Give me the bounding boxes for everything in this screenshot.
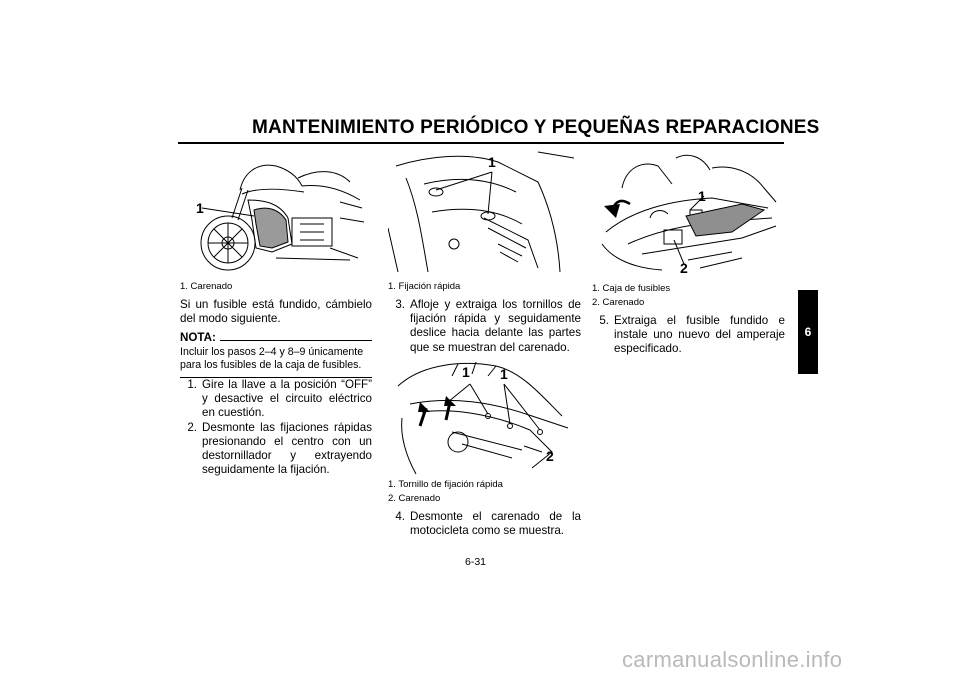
note-label: NOTA: bbox=[180, 331, 216, 344]
figure-caption: 1. Fijación rápida bbox=[388, 281, 461, 292]
motorcycle-cowling-figure bbox=[180, 148, 366, 273]
figure-caption: 1. Caja de fusibles bbox=[592, 283, 671, 294]
callout-1b: 1 bbox=[500, 366, 508, 382]
header-rule bbox=[178, 142, 784, 144]
section-tab: 6 bbox=[798, 290, 818, 374]
cowling-screws-figure bbox=[392, 356, 578, 476]
quick-fastener-icon bbox=[388, 148, 574, 273]
step-text: Extraiga el fusible fundido e instale uno nuevo del amperaje especificado. bbox=[614, 314, 785, 356]
figure-caption: 1. Carenado bbox=[180, 281, 233, 292]
quick-fastener-figure bbox=[388, 148, 574, 273]
callout-1a: 1 bbox=[462, 364, 470, 380]
step-number: 4. bbox=[395, 510, 405, 523]
note-block bbox=[180, 331, 372, 378]
step-number: 3. bbox=[395, 298, 405, 311]
callout-2: 2 bbox=[680, 260, 688, 276]
list-item bbox=[592, 314, 785, 357]
fuse-box-figure bbox=[592, 148, 782, 276]
page-title: MANTENIMIENTO PERIÓDICO Y PEQUEÑAS REPARACIONES bbox=[252, 117, 820, 138]
figure-caption: 1. Tornillo de fijación rápida bbox=[388, 479, 503, 490]
watermark: carmanualsonline.info bbox=[622, 647, 843, 672]
fuse-box-icon bbox=[592, 148, 782, 276]
step-text: Desmonte las fijaciones rápidas presionando el centro con un destornillador y extrayendo seguidamente la fijación. bbox=[202, 420, 372, 477]
step-number: 1. bbox=[187, 378, 197, 391]
page-number: 6-31 bbox=[465, 556, 487, 568]
step-5 bbox=[592, 314, 785, 357]
callout-1: 1 bbox=[196, 200, 204, 216]
list-item bbox=[388, 510, 581, 538]
figure-caption: 2. Carenado bbox=[592, 297, 645, 308]
list-item bbox=[180, 421, 372, 478]
step-number: 5. bbox=[599, 314, 609, 327]
step-text: Gire la llave a la posición “OFF” y desactive el circuito eléctrico en cuestión. bbox=[202, 378, 372, 420]
note-top-rule bbox=[220, 340, 372, 341]
callout-2: 2 bbox=[546, 448, 554, 464]
figure-caption: 2. Carenado bbox=[388, 493, 441, 504]
step-text: Desmonte el carenado de la motocicleta como se muestra. bbox=[410, 510, 581, 538]
steps-list bbox=[180, 378, 372, 477]
step-text: Afloje y extraiga los tornillos de fijación rápida y seguidamente deslice hacia delante las partes que se muestran del carenado. bbox=[410, 298, 581, 354]
step-3 bbox=[388, 298, 581, 355]
callout-1: 1 bbox=[698, 188, 706, 204]
motorcycle-cowling-icon bbox=[180, 148, 366, 273]
note-text: Incluir los pasos 2–4 y 8–9 únicamente para los fusibles de la caja de fusibles. bbox=[180, 346, 364, 371]
step-number: 2. bbox=[187, 420, 197, 434]
list-item bbox=[388, 298, 581, 355]
callout-1: 1 bbox=[488, 154, 496, 170]
list-item bbox=[180, 378, 372, 421]
step-4 bbox=[388, 510, 581, 538]
intro-text: Si un fusible está fundido, cámbielo del modo siguiente. bbox=[180, 298, 372, 326]
